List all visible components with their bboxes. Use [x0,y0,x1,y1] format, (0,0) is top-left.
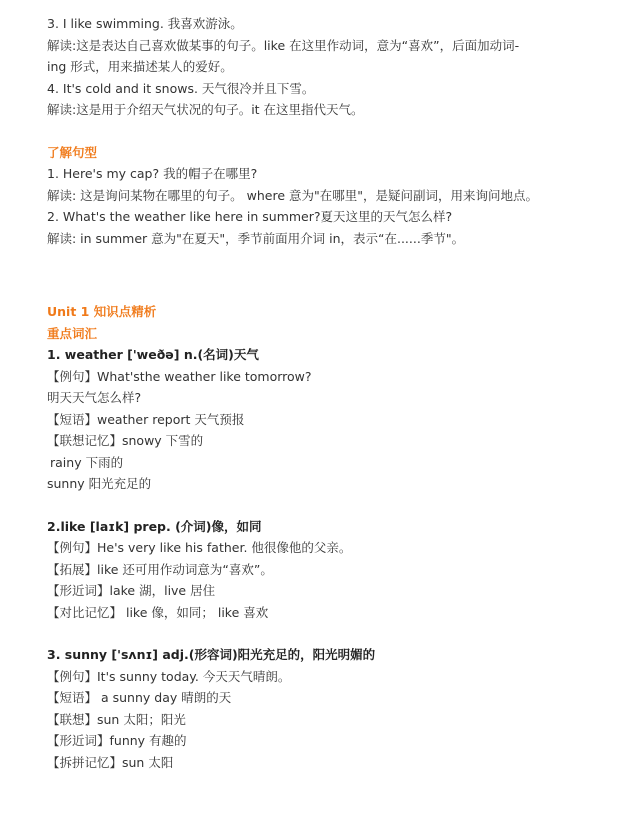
word-3-association: 【联想】sun 太阳；阳光 [47,711,186,727]
sentence-3-note-cont: ing 形式，用来描述某人的爱好。 [47,59,233,74]
sentence-4-note: 解读:这是用于介绍天气状况的句子。it 在这里指代天气。 [47,102,364,117]
word-1-association-2: rainy 下雨的 [50,454,124,470]
unit-title: Unit 1 知识点精析 [47,304,157,319]
pattern-2-note: 解读: in summer 意为"在夏天"，季节前面用介词 in，表示“在......季节"。 [47,230,465,246]
sentence-3: 3. I like swimming. 我喜欢游泳。 [47,16,243,31]
vocab-heading: 重点词汇 [47,325,98,341]
pattern-1: 1. Here's my cap? 我的帽子在哪里? [47,166,258,181]
word-1-association: 【联想记忆】snowy 下雪的 [47,433,204,448]
word-3-phrase: 【短语】 a sunny day 晴朗的天 [47,690,232,705]
word-1-association-3: sunny 阳光充足的 [47,476,152,491]
sentence-4: 4. It's cold and it snows. 天气很冷并且下雪。 [47,80,315,96]
pattern-2: 2. What's the weather like here in summer?夏天这里的天气怎么样? [47,209,453,224]
document-page [47,13,607,773]
word-1-example-translation: 明天天气怎么样? [47,390,142,405]
patterns-heading: 了解句型 [47,144,98,160]
word-3-similar-words: 【形近词】funny 有趣的 [47,733,187,748]
word-2-contrast: 【对比记忆】 like 像，如同； like 喜欢 [47,604,269,620]
word-1-phrase: 【短语】weather report 天气预报 [47,411,245,427]
pattern-1-note: 解读: 这是询问某物在哪里的句子。 where 意为"在哪里"，是疑问副词，用来询问地点。 [47,187,539,203]
word-3-heading: 3. sunny ['sʌnɪ] adj.(形容词)阳光充足的，阳光明媚的 [47,647,376,662]
word-2-heading: 2.like [laɪk] prep. (介词)像，如同 [47,518,262,534]
word-3-split-memory: 【拆拼记忆】sun 太阳 [47,754,174,770]
word-1-example: 【例句】What'sthe weather like tomorrow? [47,368,312,384]
word-3-example: 【例句】It's sunny today. 今天天气晴朗。 [47,668,291,684]
word-2-similar-words: 【形近词】lake 湖，live 居住 [47,583,216,598]
word-2-example: 【例句】He's very like his father. 他很像他的父亲。 [47,540,352,555]
sentence-3-note: 解读:这是表达自己喜欢做某事的句子。like 在这里作动词，意为“喜欢”，后面加动词- [47,37,520,53]
word-1-heading: 1. weather ['weðə] n.(名词)天气 [47,347,259,362]
word-2-extension: 【拓展】like 还可用作动词意为“喜欢”。 [47,561,273,577]
